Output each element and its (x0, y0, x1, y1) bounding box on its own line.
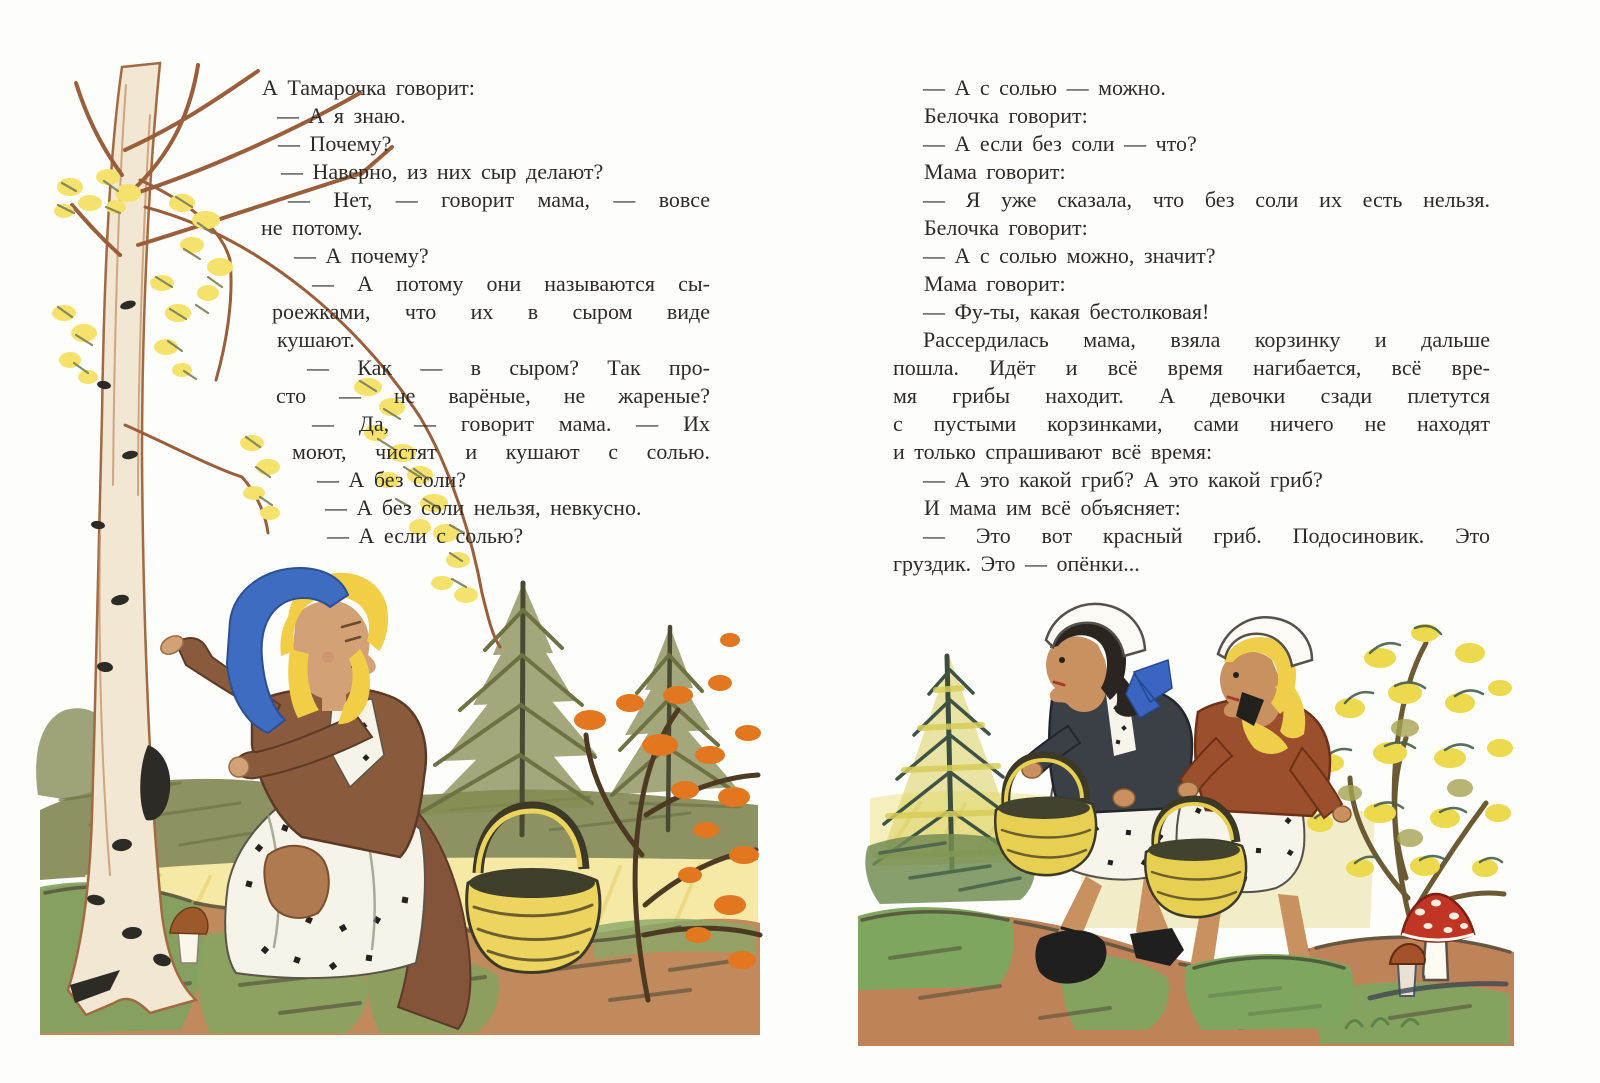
face (1046, 636, 1107, 712)
text-line: — Наверно, из них сыр делают? (281, 159, 604, 184)
text-line: — А без соли нельзя, невкусно. (325, 495, 642, 520)
text-line: роежками, что их в сыром виде (272, 299, 710, 324)
right-illustration-girls-with-baskets (850, 598, 1520, 1048)
eye (1233, 672, 1239, 678)
text-line: — А если с солью? (327, 523, 524, 548)
text-line: — Фу-ты, какая бестолковая! (923, 299, 1210, 324)
back-hand (1333, 806, 1351, 822)
text-line: — А без соли? (317, 467, 467, 492)
text-line: — А потому они называются сы- (312, 271, 710, 296)
text-line: И мама им всё объясняет: (924, 495, 1181, 520)
text-line: А Тамарочка говорит: (262, 75, 475, 100)
text-line: с пустыми корзинками, сами ничего не находят (893, 411, 1490, 436)
text-line: кушают. (277, 327, 355, 352)
back-hand (1113, 789, 1135, 807)
text-line: — А это какой гриб? А это какой гриб? (923, 467, 1323, 492)
text-line: моют, чистят и кушают с солью. (292, 439, 710, 464)
cheek (322, 651, 334, 663)
text-line: — Да, — говорит мама. — Их (312, 411, 710, 436)
text-line: — Почему? (278, 131, 392, 156)
text-line: — Я уже сказала, что без соли их есть нельзя. (923, 187, 1490, 212)
text-line: Рассердилась мама, взяла корзинку и дальше (923, 327, 1490, 352)
text-line: — А с солью можно, значит? (923, 243, 1216, 268)
text-line: Белочка говорит: (924, 215, 1088, 240)
text-line: — Нет, — говорит мама, — вовсе (288, 187, 710, 212)
text-line: не потому. (261, 215, 363, 240)
front-mound (1185, 954, 1353, 1030)
fir-tree-large (420, 583, 597, 835)
text-line: — А если без соли — что? (923, 131, 1197, 156)
text-line: — А с солью — можно. (923, 75, 1166, 100)
text-line: сто — не варёные, не жареные? (276, 383, 710, 408)
text-line: мя грибы находит. А девочки сзади плетутся (893, 383, 1490, 408)
fist (229, 757, 249, 777)
text-line: Белочка говорит: (924, 103, 1088, 128)
text-line: Мама говорит: (924, 159, 1066, 184)
knee (264, 846, 328, 918)
text-line: — Это вот красный гриб. Подосиновик. Это (923, 523, 1490, 548)
text-line: груздик. Это — опёнки... (893, 551, 1140, 576)
text-line: Мама говорит: (924, 271, 1066, 296)
text-line: и только спрашивают всё время: (893, 439, 1213, 464)
text-line: — А почему? (294, 243, 429, 268)
text-line: — Как — в сыром? Так про- (307, 355, 710, 380)
eye (1059, 657, 1065, 663)
text-line: пошла. Идёт и всё время нагибается, всё вре- (893, 355, 1490, 380)
basket-girl1 (995, 756, 1096, 875)
text-line: — А я знаю. (277, 103, 406, 128)
